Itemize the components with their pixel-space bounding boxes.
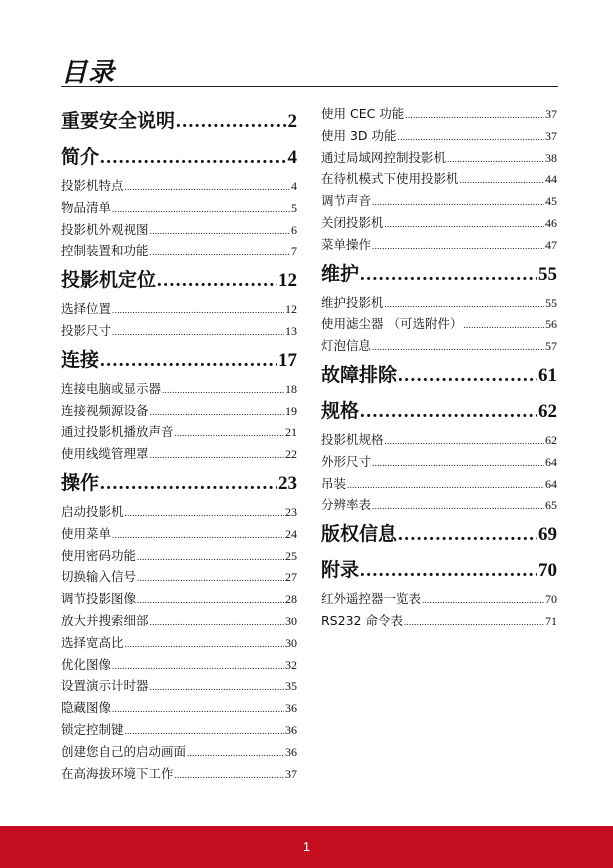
page-ref: 17	[278, 349, 297, 371]
dot-leader	[137, 568, 284, 588]
section-title: 规格	[321, 399, 360, 422]
page-ref: 4	[287, 147, 297, 168]
page-ref: 30	[285, 613, 297, 628]
dot-leader	[150, 221, 290, 241]
section-title: 故障排除	[321, 363, 398, 386]
toc-item-entry[interactable]	[61, 763, 297, 785]
dot-leader	[360, 394, 537, 429]
item-title: 启动投影机	[61, 503, 124, 519]
toc-item-entry[interactable]	[321, 429, 557, 451]
item-title: 选择位置	[61, 301, 112, 317]
section-title: 投影机定位	[61, 269, 157, 292]
toc-item-entry[interactable]	[61, 697, 297, 719]
page-ref: 32	[285, 657, 297, 672]
toc-item-entry[interactable]	[321, 234, 557, 256]
dot-leader	[137, 590, 284, 610]
page-ref: 2	[287, 111, 297, 132]
page-ref: 62	[545, 432, 557, 447]
page-footer	[0, 826, 613, 868]
page-ref: 45	[545, 194, 557, 209]
toc-item-entry[interactable]	[61, 675, 297, 697]
item-title: 使用菜单	[61, 525, 112, 541]
toc-item-entry[interactable]	[61, 421, 297, 443]
toc-item-entry[interactable]	[61, 443, 297, 465]
page-ref: 23	[278, 472, 297, 494]
page-ref: 61	[538, 364, 557, 386]
page-ref: 35	[285, 679, 297, 694]
item-title: 切换输入信号	[61, 569, 137, 585]
item-title: 调节投影图像	[61, 591, 137, 607]
dot-leader	[150, 612, 284, 632]
page-ref: 38	[545, 150, 557, 165]
dot-leader	[112, 322, 284, 342]
page-ref: 21	[285, 425, 297, 440]
page-ref: 23	[285, 504, 297, 519]
toc-item-entry[interactable]	[321, 313, 557, 335]
item-title: 在高海拔环境下工作	[61, 765, 174, 781]
dot-leader	[385, 214, 544, 234]
page-ref: 36	[285, 722, 297, 737]
dot-leader	[347, 475, 544, 495]
toc-section-entry[interactable]	[321, 393, 557, 429]
dot-leader	[112, 525, 284, 545]
item-title: 使用 3D 功能	[321, 127, 397, 143]
item-title: 隐藏图像	[61, 700, 112, 716]
dot-leader	[447, 149, 544, 169]
toc-section-entry[interactable]	[321, 357, 557, 393]
dot-leader	[150, 677, 284, 697]
toc-item-entry[interactable]	[321, 168, 557, 190]
page-ref: 69	[538, 524, 557, 546]
dot-leader	[100, 140, 286, 175]
page-ref: 22	[285, 447, 297, 462]
item-title: 投影机特点	[61, 178, 124, 193]
item-title: 控制装置和功能	[61, 243, 149, 259]
item-title: 通过投影机播放声音	[61, 424, 174, 440]
page-ref: 55	[538, 263, 557, 285]
dot-leader	[398, 127, 544, 147]
dot-leader	[360, 257, 537, 292]
toc-section-entry[interactable]	[321, 256, 557, 292]
toc-section-entry[interactable]	[321, 516, 557, 552]
toc-item-entry[interactable]	[321, 610, 557, 632]
dot-leader	[112, 199, 290, 219]
item-title: 使用滤尘器 （可选附件）	[321, 316, 463, 332]
toc-item-entry[interactable]	[61, 566, 297, 588]
dot-leader	[404, 612, 544, 632]
page-ref: 62	[538, 400, 557, 422]
toc-item-entry[interactable]	[321, 494, 557, 516]
item-title: 物品清单	[61, 199, 112, 215]
page-ref: 70	[538, 560, 557, 582]
page-ref: 64	[545, 454, 557, 469]
dot-leader	[100, 466, 277, 501]
toc-section-entry[interactable]	[61, 139, 297, 175]
section-title: 附录	[321, 559, 360, 582]
toc-item-entry[interactable]	[61, 400, 297, 422]
toc-item-entry[interactable]	[61, 632, 297, 654]
page-ref: 46	[545, 215, 557, 230]
item-title: 投影尺寸	[61, 322, 112, 338]
toc-item-entry[interactable]	[321, 147, 557, 169]
dot-leader	[175, 423, 284, 443]
item-title: 优化图像	[61, 656, 112, 672]
dot-leader	[125, 177, 290, 197]
item-title: 使用 CEC 功能	[321, 106, 405, 121]
dot-leader	[157, 263, 277, 298]
page-ref: 27	[285, 570, 297, 585]
page-ref: 28	[285, 592, 297, 607]
item-title: 通过局域网控制投影机	[321, 149, 447, 165]
dot-leader	[150, 445, 284, 465]
dot-leader	[372, 236, 544, 256]
toc-item-entry[interactable]	[61, 240, 297, 262]
dot-leader	[112, 300, 284, 320]
toc-section-entry[interactable]	[61, 342, 297, 378]
dot-leader	[372, 192, 544, 212]
section-title: 版权信息	[321, 523, 398, 546]
dot-leader	[385, 294, 544, 314]
page-ref: 24	[285, 526, 297, 541]
dot-leader	[398, 517, 537, 552]
toc-item-entry[interactable]	[61, 719, 297, 741]
item-title: 分辨率表	[321, 497, 372, 513]
section-title: 维护	[321, 262, 360, 285]
page-ref: 71	[545, 613, 557, 628]
dot-leader	[398, 358, 537, 393]
page-ref: 44	[545, 172, 557, 187]
dot-leader	[162, 380, 284, 400]
item-title: 使用密码功能	[61, 547, 137, 563]
dot-leader	[187, 743, 284, 763]
dot-leader	[150, 242, 290, 262]
item-title: 维护投影机	[321, 294, 384, 310]
dot-leader	[360, 553, 537, 588]
dot-leader	[150, 402, 284, 422]
item-title: 设置演示计时器	[61, 678, 149, 694]
item-title: 选择宽高比	[61, 634, 124, 650]
toc-item-entry[interactable]	[321, 588, 557, 610]
toc-item-entry[interactable]	[61, 588, 297, 610]
dot-leader	[422, 590, 544, 610]
item-title: 吊装	[321, 475, 347, 491]
toc-item-entry[interactable]	[321, 335, 557, 357]
page-number: 1	[302, 839, 311, 854]
item-title: 关闭投影机	[321, 214, 384, 230]
toc-section-entry[interactable]	[321, 552, 557, 588]
toc-item-entry[interactable]	[61, 610, 297, 632]
dot-leader	[125, 503, 284, 523]
page-ref: 47	[545, 237, 557, 252]
page-ref: 64	[545, 476, 557, 491]
toc-item-entry[interactable]	[61, 175, 297, 197]
section-title: 操作	[61, 471, 100, 494]
toc-left-column	[61, 103, 297, 784]
page-ref: 6	[291, 222, 297, 237]
dot-leader	[125, 721, 284, 741]
item-title: 使用线缆管理罩	[61, 446, 149, 462]
item-title: 红外遥控器一览表	[321, 591, 422, 607]
page-ref: 13	[285, 323, 297, 338]
page-ref: 70	[545, 592, 557, 607]
item-title: 灯泡信息	[321, 338, 372, 354]
dot-leader	[125, 634, 284, 654]
dot-leader	[112, 656, 284, 676]
toc-item-entry[interactable]	[321, 190, 557, 212]
toc-section-entry[interactable]	[61, 103, 297, 139]
page-ref: 55	[545, 295, 557, 310]
toc-right-column	[321, 103, 557, 632]
page-ref: 37	[545, 128, 557, 143]
item-title: 投影机规格	[321, 431, 384, 447]
item-title: 调节声音	[321, 193, 372, 209]
page-ref: 7	[291, 244, 297, 259]
item-title: 在待机模式下使用投影机	[321, 171, 459, 187]
toc-item-entry[interactable]	[61, 298, 297, 320]
dot-leader	[175, 765, 284, 785]
page-ref: 57	[545, 339, 557, 354]
page-ref: 25	[285, 548, 297, 563]
dot-leader	[372, 496, 544, 516]
dot-leader	[372, 453, 544, 473]
toc-item-entry[interactable]	[61, 545, 297, 567]
toc-item-entry[interactable]	[61, 219, 297, 241]
page-ref: 18	[285, 381, 297, 396]
dot-leader	[463, 315, 544, 335]
item-title: 外形尺寸	[321, 453, 372, 469]
item-title: 投影机外观视图	[61, 221, 149, 237]
toc-section-entry[interactable]	[61, 465, 297, 501]
dot-leader	[385, 431, 544, 451]
page-ref: 37	[285, 766, 297, 781]
item-title: 连接视频源设备	[61, 402, 149, 418]
toc-item-entry[interactable]	[61, 523, 297, 545]
page-ref: 30	[285, 635, 297, 650]
title-divider	[61, 86, 558, 87]
item-title: 放大并搜索细部	[61, 612, 149, 628]
section-title: 重要安全说明	[61, 110, 176, 132]
toc-item-entry[interactable]	[61, 378, 297, 400]
dot-leader	[112, 699, 284, 719]
page-ref: 19	[285, 403, 297, 418]
toc-item-entry[interactable]	[321, 212, 557, 234]
toc-item-entry[interactable]	[61, 654, 297, 676]
item-title: 创建您自己的启动画面	[61, 743, 187, 759]
toc-item-entry[interactable]	[321, 473, 557, 495]
page-ref: 36	[285, 701, 297, 716]
dot-leader	[372, 337, 544, 357]
page-title: 目录	[61, 58, 116, 88]
dot-leader	[405, 105, 544, 125]
toc-item-entry[interactable]	[61, 741, 297, 763]
page-ref: 12	[285, 302, 297, 317]
item-title: 锁定控制键	[61, 721, 124, 737]
toc-item-entry[interactable]	[321, 125, 557, 147]
item-title: 菜单操作	[321, 236, 372, 252]
toc-item-entry[interactable]	[61, 197, 297, 219]
page-ref: 4	[291, 179, 297, 193]
dot-leader	[176, 104, 286, 139]
toc-section-entry[interactable]	[61, 262, 297, 298]
toc-item-entry[interactable]	[321, 103, 557, 125]
dot-leader	[137, 547, 284, 567]
toc-item-entry[interactable]	[321, 292, 557, 314]
item-title: RS232 命令表	[321, 612, 403, 628]
toc-item-entry[interactable]	[61, 501, 297, 523]
section-title: 简介	[61, 146, 100, 168]
item-title: 连接电脑或显示器	[61, 380, 162, 396]
page-ref: 37	[545, 107, 557, 121]
page-ref: 36	[285, 744, 297, 759]
dot-leader	[460, 170, 544, 190]
page-ref: 5	[291, 200, 297, 215]
page-ref: 65	[545, 498, 557, 513]
dot-leader	[100, 343, 277, 378]
toc-item-entry[interactable]	[61, 320, 297, 342]
toc-item-entry[interactable]	[321, 451, 557, 473]
page-ref: 12	[278, 270, 297, 292]
page-ref: 56	[545, 317, 557, 332]
section-title: 连接	[61, 348, 100, 371]
